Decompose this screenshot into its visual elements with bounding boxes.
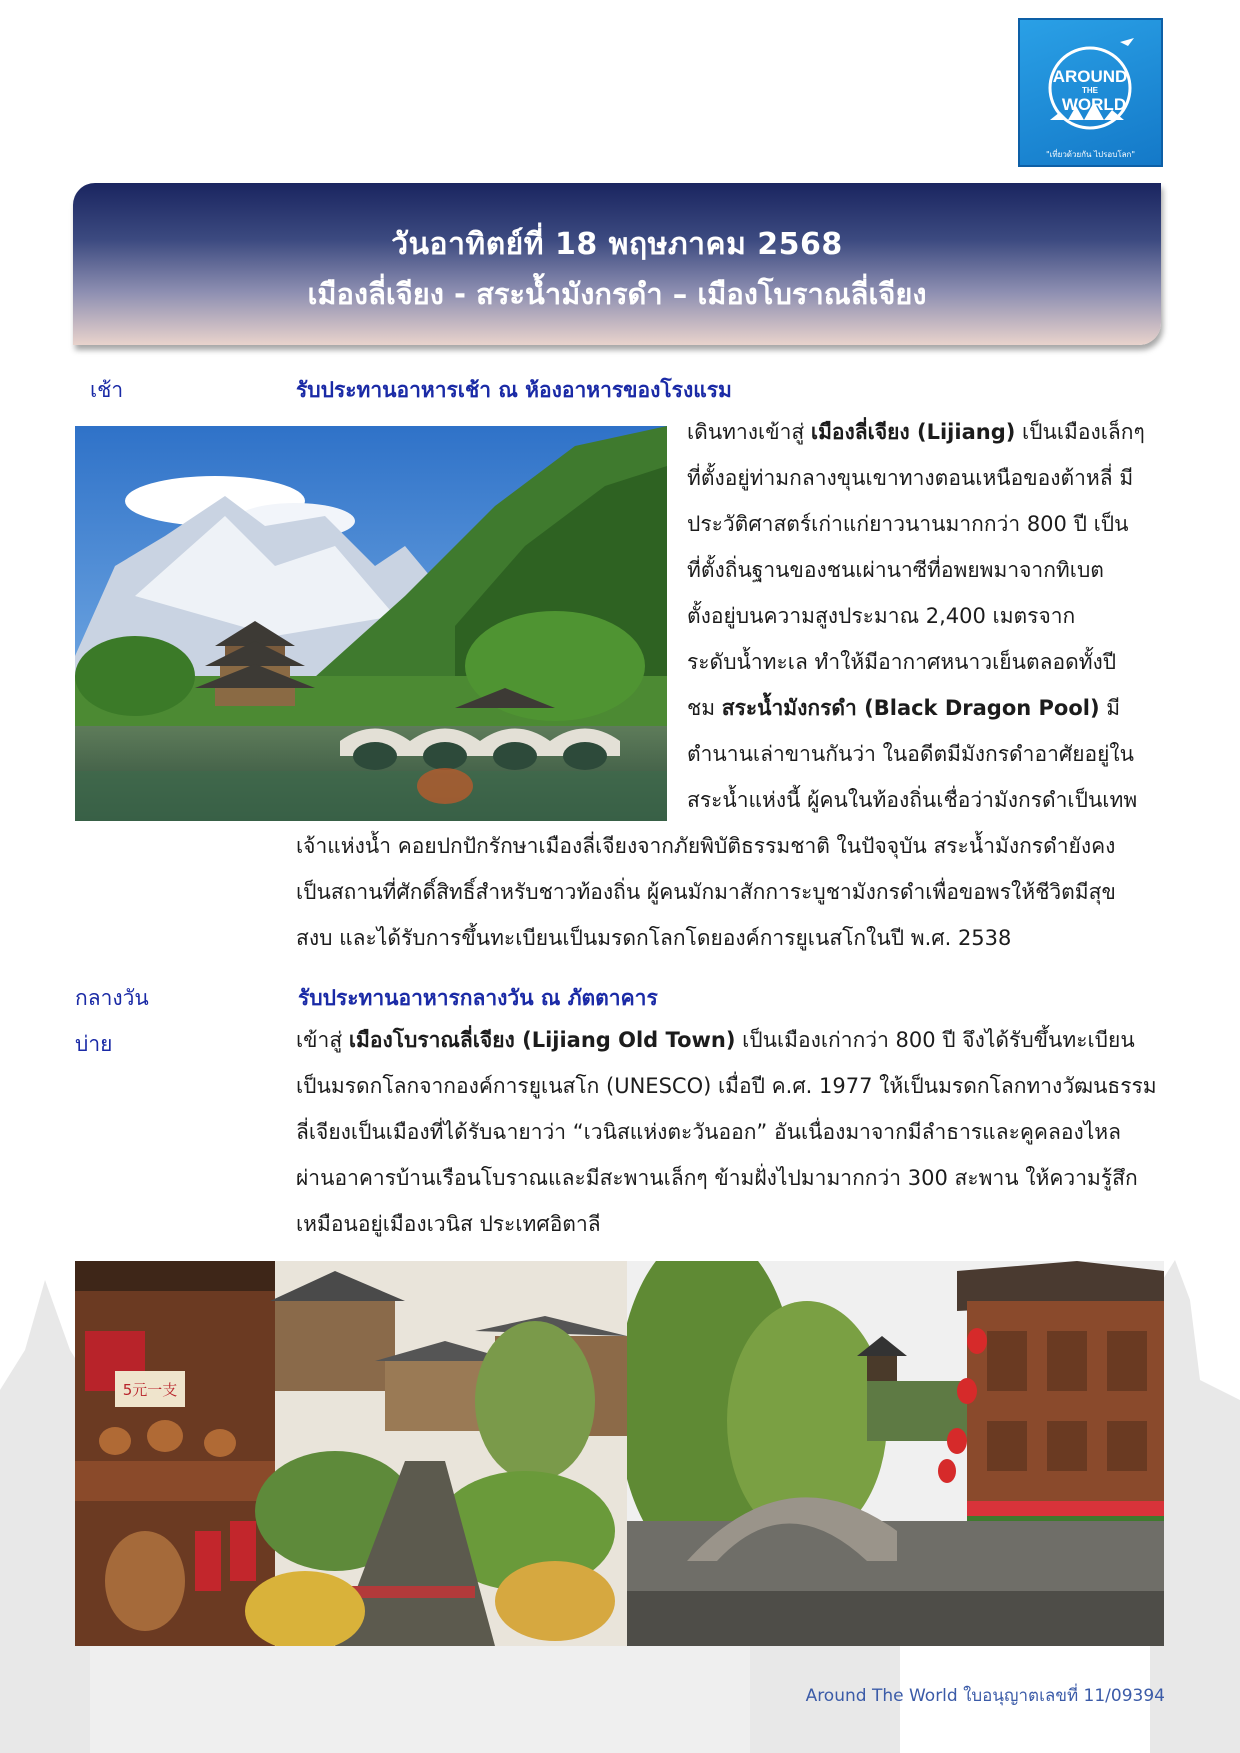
day-date-title: วันอาทิตย์ที่ 18 พฤษภาคม 2568	[391, 227, 843, 262]
license-footer: Around The World ใบอนุญาตเลขที่ 11/09394	[805, 1686, 1165, 1706]
text-line: เป็นมรดกโลกจากองค์การยูเนสโก (UNESCO) เมื่อปี ค.ศ. 1977 ให้เป็นมรดกโลกทางวัฒนธรรม	[296, 1074, 1157, 1098]
paragraph-lijiang-intro	[687, 409, 1163, 823]
paragraph-black-dragon-continued	[296, 823, 1163, 961]
photo-old-town-canal-street	[75, 1261, 627, 1646]
text-line: สระน้ำแห่งนี้ ผู้คนในท้องถิ่นเชื่อว่ามังกรดำเป็นเทพ	[687, 788, 1138, 812]
logo-tagline: "เที่ยวด้วยกัน ไปรอบโลก"	[1045, 150, 1136, 159]
text-line: เข้าสู่ เมืองโบราณลี่เจียง (Lijiang Old Town) เป็นเมืองเก่ากว่า 800 ปี จึงได้รับขึ้นทะเบียน	[296, 1028, 1135, 1052]
text-line: เป็นสถานที่ศักดิ์สิทธิ์สำหรับชาวท้องถิ่น ผู้คนมักมาสักการะบูชามังกรดำเพื่อขอพรให้ชีวิตมีสุข	[296, 880, 1116, 904]
text-line: ตำนานเล่าขานกันว่า ในอดีตมีมังกรดำอาศัยอยู่ใน	[687, 742, 1135, 766]
text-line: ที่ตั้งอยู่ท่ามกลางขุนเขาทางตอนเหนือของต้าหลี่ มี	[687, 466, 1134, 490]
logo-text-world: WORLD	[1061, 95, 1127, 114]
text-line: ชม สระน้ำมังกรดำ (Black Dragon Pool) มี	[687, 696, 1121, 720]
highlight-lijiang: เมืองลี่เจียง (Lijiang)	[810, 420, 1016, 444]
company-logo	[1018, 18, 1163, 167]
day-header-banner	[73, 183, 1161, 345]
highlight-old-town: เมืองโบราณลี่เจียง (Lijiang Old Town)	[348, 1028, 736, 1052]
photo-old-town-stone-bridge	[627, 1261, 1164, 1646]
meal-breakfast: รับประทานอาหารเช้า ณ ห้องอาหารของโรงแรม	[296, 378, 732, 402]
text-line: ตั้งอยู่บนความสูงประมาณ 2,400 เมตรจาก	[687, 604, 1076, 628]
label-morning: เช้า	[90, 378, 124, 402]
label-noon: กลางวัน	[75, 986, 149, 1010]
photo-black-dragon-pool	[75, 426, 667, 821]
text-line: ที่ตั้งถิ่นฐานของชนเผ่านาซีที่อพยพมาจากทิเบต	[687, 558, 1104, 582]
day-route-title: เมืองลี่เจียง - สระน้ำมังกรดำ – เมืองโบราณลี่เจียง	[307, 277, 927, 311]
text-line: ผ่านอาคารบ้านเรือนโบราณและมีสะพานเล็กๆ ข้ามฝั่งไปมามากกว่า 300 สะพาน ให้ความรู้สึก	[296, 1166, 1138, 1190]
text-line: สงบ และได้รับการขึ้นทะเบียนเป็นมรดกโลกโดยองค์การยูเนสโกในปี พ.ศ. 2538	[296, 926, 1012, 950]
text-line: เจ้าแห่งน้ำ คอยปกปักรักษาเมืองลี่เจียงจากภัยพิบัติธรรมชาติ ในปัจจุบัน สระน้ำมังกรดำยังคง	[296, 834, 1116, 858]
text-line: เดินทางเข้าสู่ เมืองลี่เจียง (Lijiang) เป็นเมืองเล็กๆ	[687, 420, 1145, 444]
text-line: ประวัติศาสตร์เก่าแก่ยาวนานมากกว่า 800 ปี เป็น	[687, 512, 1129, 536]
meal-lunch: รับประทานอาหารกลางวัน ณ ภัตตาคาร	[298, 986, 658, 1010]
logo-text-around: AROUND	[1052, 67, 1128, 86]
text-line: ลี่เจียงเป็นเมืองที่ได้รับฉายาว่า “เวนิสแห่งตะวันออก” อันเนื่องมาจากมีลำธารและคูคลองไหล	[296, 1120, 1121, 1144]
label-afternoon: บ่าย	[75, 1032, 113, 1056]
highlight-black-dragon-pool: สระน้ำมังกรดำ (Black Dragon Pool)	[721, 696, 1100, 720]
text-line: เหมือนอยู่เมืองเวนิส ประเทศอิตาลี	[296, 1212, 601, 1236]
globe-icon	[1020, 20, 1161, 165]
text-line: ระดับน้ำทะเล ทำให้มีอากาศหนาวเย็นตลอดทั้งปี	[687, 650, 1117, 674]
paragraph-old-town	[296, 1017, 1163, 1247]
logo-text-the: THE	[1082, 86, 1098, 95]
shop-sign-price: 5元一支	[122, 1381, 178, 1399]
